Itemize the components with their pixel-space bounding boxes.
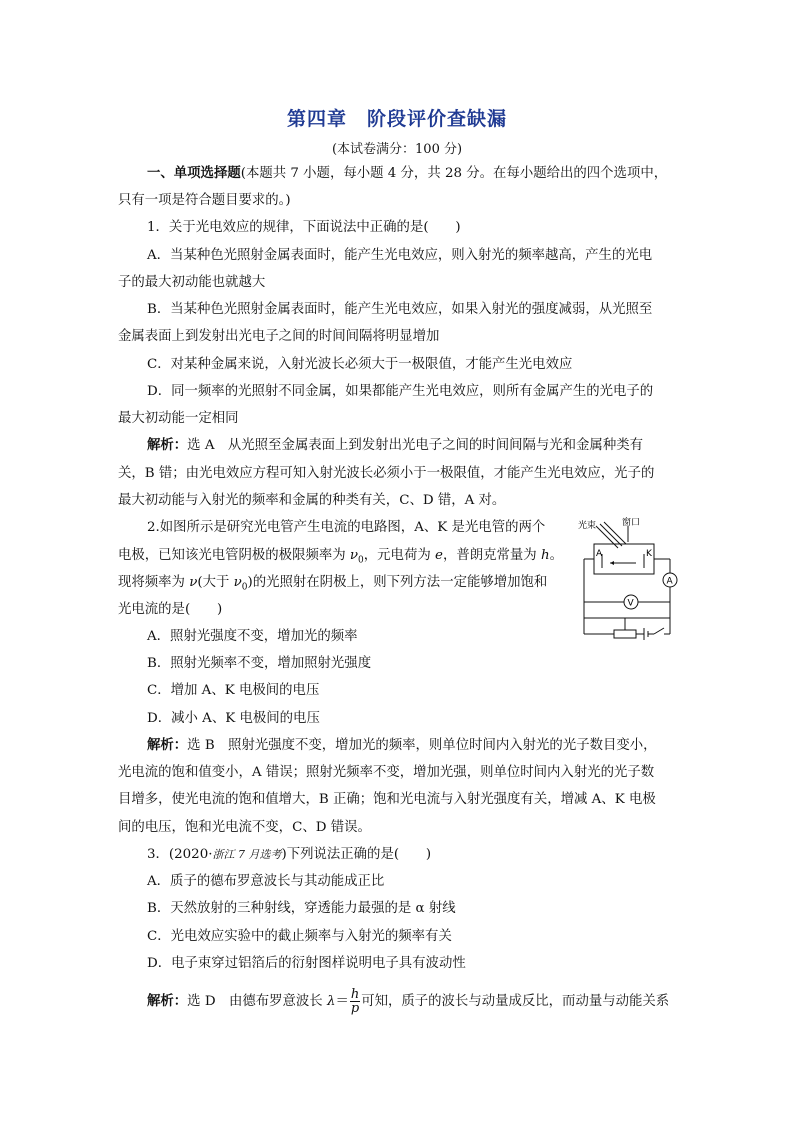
q2-stem-text: 。 (549, 548, 563, 563)
phototube-outline (594, 544, 654, 574)
light-beam-ray (596, 526, 618, 548)
q1-option-d-line-2: 最大初动能一定相同 (118, 411, 239, 426)
nu-symbol: ν (349, 548, 359, 563)
q3-answer-line-1 (147, 988, 669, 1015)
light-beam-ray (600, 524, 622, 546)
q1-option-a-line-2: 子的最大初动能也就越大 (118, 275, 266, 290)
q3-stem-text: 3．(2020· (147, 847, 213, 862)
q2-stem-text: ，普朗克常量为 (442, 548, 541, 563)
q2-option-a: A．照射光强度不变，增加光的频率 (147, 629, 358, 644)
q2-option-d: D．减小 A、K 电极间的电压 (147, 711, 320, 726)
q2-answer-line-2: 光电流的饱和值变小，A 错误；照射光频率不变，增加光强，则单位时间内入射光的光子数 (118, 765, 655, 780)
q3-option-d: D．电子束穿过铝箔后的衍射图样说明电子具有波动性 (147, 956, 466, 971)
section-heading: 一、单项选择题 (147, 166, 241, 181)
subscript-zero: 0 (358, 555, 364, 566)
q1-option-d-line-1: D．同一频率的光照射不同金属，如果都能产生光电效应，则所有金属产生的光电子的 (147, 384, 654, 399)
q1-option-b-line-1: B．当某种色光照射金属表面时，能产生光电效应，如果入射光的强度减弱，从光照至 (147, 302, 653, 317)
q1-option-b-line-2: 金属表面上到发射出光电子之间的时间间隔将明显增加 (118, 329, 440, 344)
q2-answer-label: 解析： (147, 738, 188, 753)
window-label: 窗口 (622, 518, 641, 528)
symbol-nu0 (233, 575, 248, 593)
q2-stem-text: 现将频率为 (118, 575, 190, 590)
fraction-denominator: p (350, 1001, 360, 1016)
q1-answer-text: 选 A 从光照至金属表面上到发射出光电子之间的时间间隔与光和金属种类有 (187, 438, 643, 453)
q3-option-c: C．光电效应实验中的截止频率与入射光的频率有关 (147, 929, 452, 944)
q3-answer-label: 解析： (147, 994, 188, 1009)
q1-answer-label: 解析： (147, 438, 188, 453)
q2-stem-text: )的光照射在阴极上，则下列方法一定能够增加饱和 (247, 575, 548, 590)
q1-stem: 1．关于光电效应的规律，下面说法中正确的是( ) (147, 220, 461, 235)
q2-option-c: C．增加 A、K 电极间的电压 (147, 683, 320, 698)
page-subtitle: (本试卷满分：100 分) (331, 142, 463, 157)
q2-stem-line-2 (118, 548, 563, 569)
nu-symbol: ν (233, 575, 242, 590)
section-intro-text: (本题共 7 小题，每小题 4 分，共 28 分。在每小题给出的四个选项中， (240, 166, 668, 181)
q1-answer-line-3: 最大初动能与入射光的频率和金属的种类有关，C、D 错，A 对。 (118, 493, 506, 508)
q2-stem-line-1: 2.如图所示是研究光电管产生电流的电路图，A、K 是光电管的两个 (147, 520, 546, 535)
de-broglie-fraction (350, 988, 360, 1015)
section-intro-line-2: 只有一项是符合题目要求的。) (118, 193, 291, 208)
q1-option-a-line-1: A．当某种色光照射金属表面时，能产生光电效应，则入射光的频率越高，产生的光电 (147, 248, 653, 263)
symbol-nu: ν (189, 575, 198, 590)
q3-stem-text: )下列说法正确的是( ) (281, 847, 432, 862)
q2-stem-line-3 (118, 575, 547, 596)
q3-stem (147, 847, 431, 863)
q2-option-b: B．照射光频率不变，增加照射光强度 (147, 656, 372, 671)
photoelectric-circuit-figure (574, 516, 686, 642)
voltmeter-label: V (627, 598, 634, 609)
equals-sign: ＝ (335, 994, 349, 1009)
electron-arrow (610, 561, 614, 565)
subscript-zero: 0 (241, 582, 248, 593)
q2-answer-text: 选 B 照射光强度不变，增加光的频率，则单位时间内入射光的光子数目变小， (187, 738, 657, 753)
page-title: 第四章 阶段评价查缺漏 (286, 108, 507, 130)
fraction-numerator: h (350, 987, 360, 1002)
q3-answer-text: 可知，质子的波长与动量成反比，而动量与动能关系 (361, 994, 670, 1009)
q2-stem-line-4: 光电流的是( ) (118, 602, 223, 617)
q2-answer-line-3: 目增多，使光电流的饱和值增大，B 正确；饱和光电流与入射光强度有关，增减 A、K 电极 (118, 792, 656, 807)
q2-answer-line-4: 间的电压，饱和光电流不变，C、D 错误。 (118, 820, 371, 835)
cathode-label: K (646, 549, 652, 559)
symbol-h: h (540, 548, 550, 563)
anode-label: A (596, 549, 603, 559)
symbol-e: e (435, 548, 443, 563)
q3-source: 浙江 7 月选考 (212, 848, 282, 861)
q2-stem-text: 电极，已知该光电管阴极的极限频率为 (118, 548, 350, 563)
q1-answer-line-2: 关，B 错；由光电效应方程可知入射光波长必须小于一极限值，才能产生光电效应，光子的 (118, 466, 655, 481)
rheostat-symbol (614, 630, 636, 638)
q2-stem-text: (大于 (197, 575, 234, 590)
symbol-nu0 (349, 548, 364, 566)
section-intro-line-1 (147, 166, 667, 182)
q2-stem-text: ，元电荷为 (363, 548, 435, 563)
q1-option-c: C．对某种金属来说，入射光波长必须大于一极限值，才能产生光电效应 (147, 357, 573, 372)
q3-answer-text: 选 D 由德布罗意波长 (187, 994, 327, 1009)
q2-answer-line-1 (147, 738, 657, 754)
switch-symbol (654, 628, 664, 634)
q3-option-b: B．天然放射的三种射线，穿透能力最强的是 α 射线 (147, 901, 456, 916)
q1-answer-line-1 (147, 438, 643, 454)
ammeter-label: A (666, 576, 673, 587)
symbol-lambda: λ (326, 994, 336, 1009)
q3-option-a: A．质子的德布罗意波长与其动能成正比 (147, 874, 385, 889)
light-beam-label: 光束 (578, 521, 597, 531)
